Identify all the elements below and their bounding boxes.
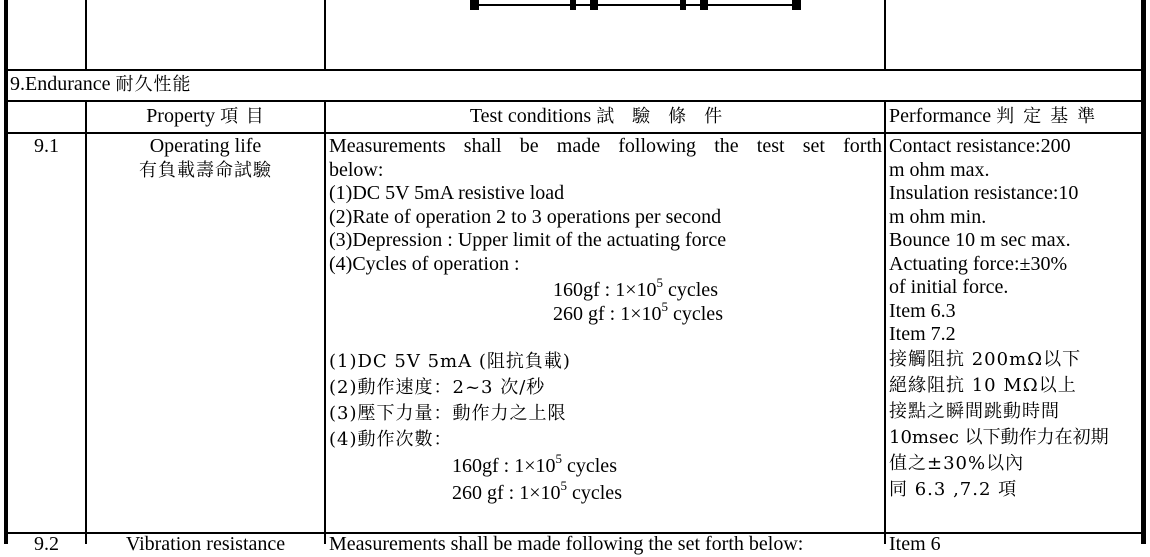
condition-line: (2)Rate of operation 2 to 3 operations per second <box>329 206 722 228</box>
property-name-zh: 有負載壽命試驗 <box>139 160 272 181</box>
row-line-3 <box>8 132 1142 134</box>
cycles-line-zh: 160gf : $1\times 10^5$ cycles <box>452 451 617 477</box>
performance-line-zh: 接點之瞬間跳動時間 <box>889 401 1060 422</box>
performance-line: Insulation resistance:10 <box>889 182 1079 204</box>
performance-line-zh: 絕緣阻抗 10 MΩ以上 <box>889 375 1077 396</box>
property-name-en: Vibration resistance <box>125 533 286 555</box>
row-line-2 <box>8 100 1142 102</box>
condition-line: Measurements shall be made following the test set forth <box>329 135 882 157</box>
condition-line-zh: (3)壓下力量：動作力之上限 <box>329 403 567 424</box>
col-divider-3 <box>884 0 886 70</box>
header-property: Property 項 目 <box>146 105 265 127</box>
performance-line-zh: 10msec 以下動作力在初期 <box>889 427 1109 448</box>
performance-line: Actuating force:±30% <box>889 253 1068 275</box>
condition-line: below: <box>329 159 384 181</box>
row-line-1 <box>8 69 1142 71</box>
cycles-line-zh: 260 gf : $1\times 10^5$ cycles <box>452 478 622 504</box>
section-title: 9.Endurance 耐久性能 <box>10 73 192 95</box>
performance-line: Bounce 10 m sec max. <box>889 229 1071 251</box>
condition-line-zh: (2)動作速度：2~3 次/秒 <box>329 377 546 398</box>
col-divider-1 <box>85 0 87 70</box>
item-number: 9.1 <box>34 135 59 157</box>
cycles-line: 160gf : $1\times 10^5$ cycles <box>553 275 718 301</box>
performance-line: Item 6.3 <box>889 300 956 322</box>
right-border <box>1141 0 1146 544</box>
col-divider-3b <box>884 101 886 544</box>
condition-line-zh: (1)DC 5V 5mA (阻抗負載) <box>329 351 571 372</box>
property-name-en: Operating life <box>149 135 262 157</box>
condition-line-zh: (4)動作次數： <box>329 429 453 450</box>
performance-line-zh: 同 6.3 ,7.2 項 <box>889 479 1018 500</box>
condition-line: (4)Cycles of operation : <box>329 253 520 275</box>
header-test-conditions: Test conditions 試驗條件 <box>469 105 741 127</box>
performance-line-zh: 值之±30%以內 <box>889 453 1025 474</box>
performance-line: Contact resistance:200 <box>889 135 1071 157</box>
left-border <box>4 0 8 544</box>
performance-line: m ohm max. <box>889 159 990 181</box>
condition-line: (1)DC 5V 5mA resistive load <box>329 182 565 204</box>
performance-line: of initial force. <box>889 276 1009 298</box>
condition-line: Measurements shall be made following the set forth below: <box>329 533 804 555</box>
condition-line: (3)Depression : Upper limit of the actuating force <box>329 229 727 251</box>
waveform-diagram-fragment <box>470 0 810 12</box>
col-divider-2b <box>324 101 326 544</box>
performance-line: m ohm min. <box>889 206 987 228</box>
item-number: 9.2 <box>34 533 59 555</box>
performance-line: Item 6 <box>889 533 941 555</box>
cycles-line: 260 gf : $1\times 10^5$ cycles <box>553 299 723 325</box>
performance-line: Item 7.2 <box>889 323 956 345</box>
header-performance: Performance 判定基準 <box>889 105 1105 127</box>
performance-line-zh: 接觸阻抗 200mΩ以下 <box>889 349 1082 370</box>
col-divider-2 <box>324 0 326 70</box>
